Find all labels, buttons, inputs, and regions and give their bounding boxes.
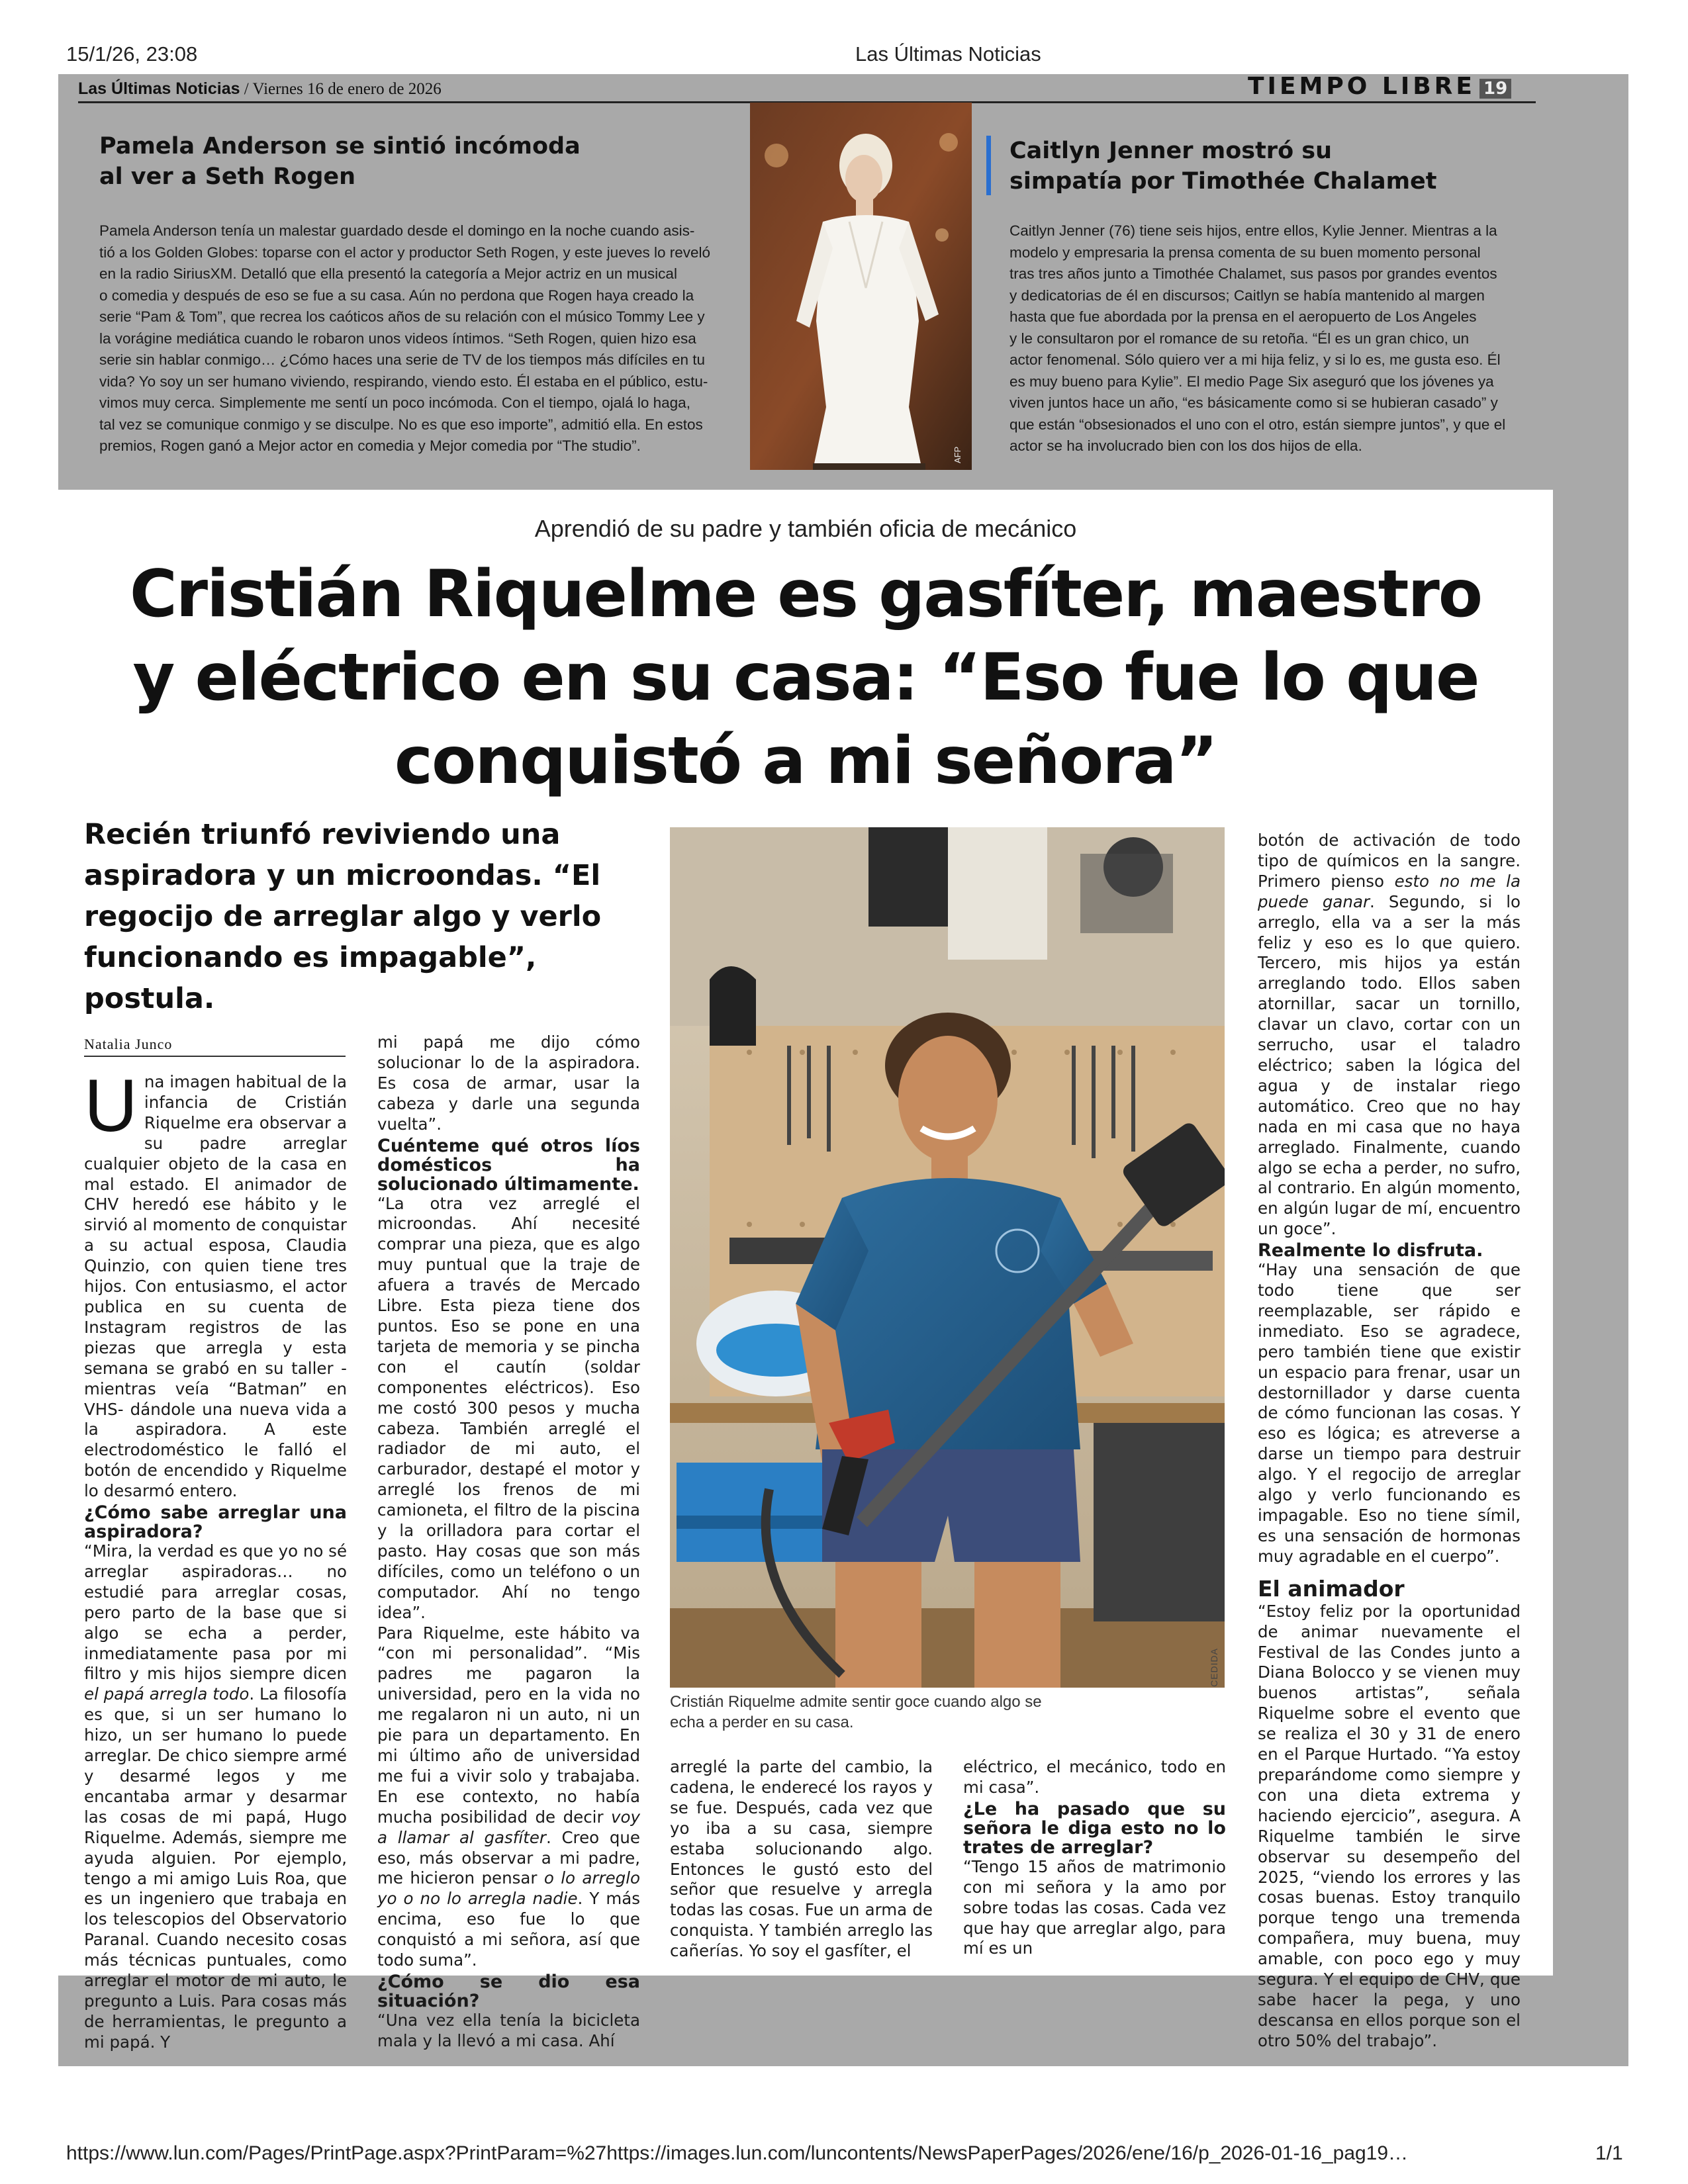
brief-left-line: tió a los Golden Globes: toparse con el actor y productor Seth Rogen, y este jueves lo reveló xyxy=(99,244,711,261)
brief-left-line: la vorágine mediática cuando le robaron unos videos íntimos. “Seth Rogen, quien hizo esa xyxy=(99,330,696,347)
article-headline-line: Cristián Riquelme es gasfíter, maestro xyxy=(129,557,1482,632)
brief-left-line: serie “Pam & Tom”, que recrea los caóticos años de su relación con el músico Tommy Lee y xyxy=(99,308,705,325)
brief-left-headline-line: Pamela Anderson se sintió incómoda xyxy=(99,133,581,159)
page-number: 19 xyxy=(1479,79,1511,99)
col5-paragraph-3: “Estoy feliz por la oportunidad de animar nuevamente el Festival de las Condes junto a Diana Bolocco y se vienen muy buenos artistas”, señala Riquelme sobre el evento que se realiza el 30 y 31 de enero en el Parque Hurtado. “Ya estoy preparándome como siempre y con una dieta extrema y haciendo ejercicio”, asegura. A Riquelme también le sirve observar su desempeño del 2025, “viendo los errores y las cosas buenas. Estoy tranquilo porque tengo una tremenda compañera, muy buena, muy amable, con poco ego y muy segura. Y el equipo de CHV, que sabe hacer la pega, y uno descansa en ellos porque son el otro 50% del trabajo”. xyxy=(1258,1601,1521,2050)
photo-credit-afp: AFP xyxy=(953,446,962,463)
drop-cap: U xyxy=(84,1064,138,1147)
brief-right-line: actor fenomenal. Sólo quiero ver a mi hija feliz, y si lo es, me gusta eso. Él xyxy=(1009,351,1501,368)
col4-paragraph-2: “Tengo 15 años de matrimonio con mi señora y la amo por sobre todas las cosas. Cada vez que hay que arreglar algo, para mí es un xyxy=(963,1856,1226,1958)
pamela-anderson-photo xyxy=(750,103,972,470)
article-lead: Recién triunfó reviviendo una aspiradora y un microondas. “El regocijo de arreglar algo y verlo funcionando es impagable”, postula. xyxy=(84,818,602,1015)
col5-subheading: El animador xyxy=(1258,1575,1405,1602)
col2-paragraph-1: mi papá me dijo cómo solucionar lo de la aspiradora. Es cosa de armar, usar la cabeza y darle una segunda vuelta”. xyxy=(377,1032,640,1134)
col4-paragraph-1: eléctrico, el mecánico, todo en mi casa”. xyxy=(963,1757,1226,1797)
brief-right-line: viven juntos hace un año, “es básicamente como si se hubieran casado” y xyxy=(1009,394,1498,411)
riquelme-workshop-illustration xyxy=(670,827,1225,1688)
col2-question-2: ¿Cómo se dio esa situación? xyxy=(377,1971,640,2011)
brief-right-headline-line: Caitlyn Jenner mostró su xyxy=(1009,138,1333,164)
brief-right-line: que están “obsesionados el uno con el otro, están siempre juntos”, y que el xyxy=(1009,416,1506,433)
brief-right-line: modelo y empresaria la prensa comenta de su buen momento personal xyxy=(1009,244,1481,261)
brief-right-line: actor se ha involucrado bien con los dos hijos de ella. xyxy=(1009,437,1362,454)
col5-paragraph-1: botón de activación de todo tipo de químicos en la sangre. Primero pienso esto no me la puede ganar. Segundo, si lo arreglo, ella va a ser la más feliz y eso es lo que quiero. Tercero, mis hijos ya están arreglando todo. Ellos saben atornillar, sacar un tornillo, clavar un clavo, cortar con un serrucho, usar el taladro eléctrico; saben la lógica del agua y de instalar riego automático. Creo que no hay nada en mi casa que no haya arreglado. Finalmente, cuando algo se echa a perder, no sufro, al contrario. En algún momento, en algún lugar de mí, encuentro un goce”. xyxy=(1258,831,1521,1239)
print-page-count: 1/1 xyxy=(1595,2142,1623,2164)
source-url[interactable]: https://www.lun.com/Pages/PrintPage.aspx?PrintParam=%27https://images.lun.com/luncontents/NewsPaperPages/2026/ene/16/p_2026-01-16_pag19… xyxy=(66,2142,1409,2164)
accent-bar xyxy=(986,136,991,195)
article-column-5 xyxy=(1258,831,1521,2052)
brief-right-headline-line: simpatía por Timothée Chalamet xyxy=(1009,168,1437,195)
col1-question-1: ¿Cómo sabe arreglar una aspiradora? xyxy=(84,1502,347,1543)
article-headline-line: y eléctrico en su casa: “Eso fue lo que xyxy=(132,640,1479,715)
print-datetime: 15/1/26, 23:08 xyxy=(66,42,198,66)
pamela-anderson-illustration xyxy=(750,103,972,470)
article-column-1 xyxy=(84,1064,348,2053)
riquelme-workshop-photo xyxy=(670,827,1225,1688)
brief-right-line: es muy bueno para Kylie”. El medio Page Six aseguró que los jóvenes ya xyxy=(1009,373,1494,390)
brief-right-line: y dedicatorias de él en discursos; Caitlyn se había mantenido al margen xyxy=(1009,287,1485,304)
brief-left-headline-line: al ver a Seth Rogen xyxy=(99,163,356,190)
brief-left-line: en la radio SiriusXM. Detalló que ella presentó la categoría a Mejor actriz en un musical xyxy=(99,265,677,282)
brief-left-line: tal vez se comunique conmigo y se disculpe. No es que eso importe”, admitió ella. En estos xyxy=(99,416,703,433)
brief-left-body xyxy=(99,220,735,457)
brief-left-line: Pamela Anderson tenía un malestar guardado desde el domingo en la noche cuando asis- xyxy=(99,222,695,239)
newspaper-name: Las Últimas Noticias xyxy=(78,79,240,98)
brief-right-line: y le consultaron por el romance de su retoña. “Él es un gran chico, un xyxy=(1009,330,1470,347)
col1-paragraph-1: na imagen habitual de la infancia de Cristián Riquelme era observar a su padre arreglar cualquier objeto de la casa en mal estado. El animador de CHV heredó ese hábito y le sirvió al momento de conquistar a su actual esposa, Claudia Quinzio, con quien tiene tres hijos. Con entusiasmo, el actor publica en su cuenta de Instagram registros de las piezas que arregla y esta semana se grabó en su taller -mientras veía “Batman” en VHS- dándole una nueva vida a la aspiradora. A este electrodoméstico le falló el botón de encendido y Riquelme lo desarmó entero. xyxy=(84,1072,347,1501)
col5-paragraph-2: “Hay una sensación de que todo tiene que ser reemplazable, ser rápido e inmediato. Eso se agradece, pero también tiene que existir un espacio para frenar, usar un destornillador y darse cuenta de cómo funcionan las cosas. Y eso es lógica; es atreverse a darse un tiempo para destruir algo. Y el regocijo de arreglar algo y verlo funcionando es impagable. Eso no tiene símil, es una sensación de hormonas muy agradable en el cuerpo”. xyxy=(1258,1260,1521,1566)
col5-question-1: Realmente lo disfruta. xyxy=(1258,1240,1483,1261)
article-column-4 xyxy=(963,1757,1226,1959)
col2-paragraph-2: “La otra vez arreglé el microondas. Ahí necesité comprar una pieza, que es algo muy puntual que la traje de afuera a través de Mercado Libre. Esta pieza tiene dos puntos. Eso se pone en una tarjeta de memoria y se pincha con el cautín (soldar componentes eléctricos). Eso me costó 300 pesos y mucha cabeza. También arreglé el radiador de mi auto, el carburador, destapé el motor y arreglé los frenos de mi camioneta, el filtro de la piscina y la orilladora para cortar el pasto. Hay cosas que son más difíciles, como un teléfono o un computador. Ahí no tengo idea”. xyxy=(377,1193,640,1622)
brief-left-line: serie sin hablar conmigo… ¿Cómo haces una serie de TV de los tiempos más difíciles en tu xyxy=(99,351,706,368)
main-photo-credit: CEDIDA xyxy=(1209,1648,1219,1687)
brief-right-line: Caitlyn Jenner (76) tiene seis hijos, entre ellos, Kylie Jenner. Mientras a la xyxy=(1009,222,1497,239)
brief-right-body xyxy=(1009,220,1526,457)
section-label xyxy=(1248,73,1511,100)
brief-right-line: tras tres años junto a Timothée Chalamet, sus pasos por grandes eventos xyxy=(1009,265,1497,282)
article-column-2 xyxy=(377,1032,640,2052)
col4-question-1: ¿Le ha pasado que su señora le diga esto no lo trates de arreglar? xyxy=(963,1798,1226,1858)
article-column-3 xyxy=(670,1757,933,1962)
brief-left-line: vida? Yo soy un ser humano viviendo, respirando, viendo esto. Él estaba en el público, estu- xyxy=(99,373,708,390)
brief-left-headline xyxy=(99,131,642,192)
article-kicker: Aprendió de su padre y también oficia de mecánico xyxy=(534,515,1077,542)
col3-paragraph-1: arreglé la parte del cambio, la cadena, le enderecé los rayos y se fue. Después, cada vez que yo iba a su casa, siempre estaba solucionando algo. Entonces le gustó esto del señor que resuelve y arregla todas las cosas. Fue un arma de conquista. Y también arreglo las cañerías. Yo soy el gasfíter, el xyxy=(670,1757,933,1961)
col2-paragraph-4: “Una vez ella tenía la bicicleta mala y la llevó a mi casa. Ahí xyxy=(377,2010,640,2050)
col2-paragraph-3: Para Riquelme, este hábito va “con mi personalidad”. “Mis padres me pagaron la universidad, pero en la vida no me regalaron ni un auto, ni un pie para un departamento. En mi último año de universidad me fui a vivir solo y trabajaba. En ese contexto, no había mucha posibilidad de decir voy a llamar al gasfíter. Creo que eso, más observar a mi padre, me hicieron pensar o lo arreglo yo o no lo arregla nadie. Y más encima, eso fue lo que conquistó a mi señora, así que todo suma”. xyxy=(377,1623,640,1970)
section-name: TIEMPO LIBRE xyxy=(1248,73,1476,100)
article-headline xyxy=(99,553,1512,803)
brief-left-line: vimos muy cerca. Simplemente me sentí un poco incómoda. Con el tiempo, ojalá lo haga, xyxy=(99,394,690,411)
newspaper-date: / Viernes 16 de enero de 2026 xyxy=(244,80,442,98)
brief-left-line: o comedia y después de eso se fue a su casa. Aún no perdona que Rogen haya creado la xyxy=(99,287,694,304)
brief-left-line: premios, Rogen ganó a Mejor actor en comedia y Mejor comedia por “The studio”. xyxy=(99,437,641,454)
brief-right-headline xyxy=(1009,136,1526,197)
col2-question-1: Cuénteme qué otros líos domésticos ha solucionado últimamente. xyxy=(377,1135,640,1195)
main-photo-caption: Cristián Riquelme admite sentir goce cuando algo se echa a perder en su casa. xyxy=(670,1693,1042,1731)
brief-right-line: hasta que fue abordada por la prensa en el aeropuerto de Los Angeles xyxy=(1009,308,1477,325)
article-byline: Natalia Junco xyxy=(84,1036,346,1057)
article-headline-line: conquistó a mi señora” xyxy=(394,723,1217,799)
masthead xyxy=(78,79,442,99)
col1-paragraph-2: “Mira, la verdad es que yo no sé arreglar aspiradoras… no estudié para arreglar cosas, pero parto de la base que si algo se echa a perder, inmediatamente pasa por mi filtro y mis hijos siempre dicen el papá arregla todo. La filosofía es que, si un ser humano lo hizo, un ser humano lo puede arreglar. De chico siempre armé y desarmé legos y me encantaba armar y desarmar las cosas de mi papá, Hugo Riquelme. Además, siempre me ayuda alguien. Por ejemplo, tengo a mi amigo Luis Roa, que es un ingeniero que trabaja en los telescopios del Observatorio Paranal. Cuando necesito cosas más técnicas puntuales, como arreglar el motor de mi auto, le pregunto a Luis. Para cosas más de herramientas, le pregunto a mi papá. Y xyxy=(84,1541,348,2052)
print-title: Las Últimas Noticias xyxy=(855,42,1041,66)
